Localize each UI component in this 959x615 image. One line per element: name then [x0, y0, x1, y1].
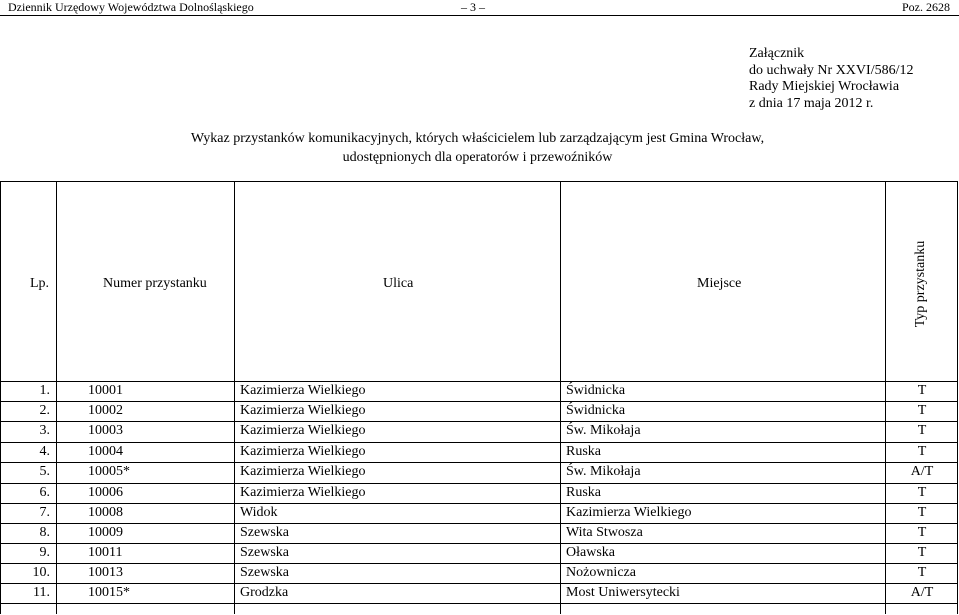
stops-table — [0, 181, 958, 614]
column-header-numer: Numer przystanku — [103, 276, 207, 291]
attachment-line-3: Rady Miejskiej Wrocławia — [749, 79, 900, 94]
cell-miejsce: Św. Mikołaja — [566, 464, 641, 479]
document-title — [0, 129, 959, 167]
cell-miejsce: Świdnicka — [566, 383, 626, 398]
cell-numer: 10001 — [88, 383, 123, 398]
cell-typ: T — [917, 403, 927, 418]
cell-lp: 3. — [39, 423, 50, 438]
attachment-line-4: z dnia 17 maja 2012 r. — [749, 95, 874, 111]
cell-ulica: Grodzka — [240, 585, 289, 600]
cell-miejsce: Nożownicza — [566, 565, 636, 580]
cell-miejsce: Ruska — [566, 444, 601, 459]
column-header-miejsce: Miejsce — [697, 276, 742, 291]
cell-miejsce: Most Uniwersytecki — [566, 585, 680, 600]
row-line — [0, 483, 958, 484]
cell-typ: T — [917, 485, 927, 500]
column-divider — [56, 181, 57, 614]
running-header — [0, 0, 959, 14]
cell-typ: A/T — [910, 464, 934, 479]
row-line — [0, 603, 958, 604]
table-border-top — [0, 181, 958, 182]
cell-ulica: Kazimierza Wielkiego — [240, 464, 366, 479]
cell-ulica: Kazimierza Wielkiego — [240, 485, 366, 500]
column-header-typ: Typ przystanku — [913, 240, 928, 328]
cell-typ: T — [917, 545, 927, 560]
row-line — [0, 503, 958, 504]
row-line — [0, 583, 958, 584]
cell-lp: 5. — [39, 464, 50, 479]
cell-numer: 10003 — [88, 423, 123, 438]
cell-numer: 10006 — [88, 485, 123, 500]
row-line — [0, 462, 958, 463]
cell-ulica: Kazimierza Wielkiego — [240, 423, 366, 438]
cell-lp: 6. — [39, 485, 50, 500]
cell-numer: 10002 — [88, 403, 123, 418]
attachment-line-1: Załącznik — [749, 46, 805, 61]
row-line — [0, 523, 958, 524]
cell-numer: 10005* — [88, 464, 130, 479]
position-number: Poz. 2628 — [902, 0, 950, 14]
attachment-line-2: do uchwały Nr XXVI/586/12 — [749, 62, 914, 78]
cell-lp: 1. — [39, 383, 50, 398]
cell-ulica: Szewska — [240, 525, 289, 540]
row-line — [0, 543, 958, 544]
cell-miejsce: Świdnicka — [566, 403, 626, 418]
row-line — [0, 421, 958, 422]
cell-ulica: Kazimierza Wielkiego — [240, 444, 366, 459]
cell-typ: T — [917, 505, 927, 520]
cell-lp: 8. — [39, 525, 50, 540]
cell-miejsce: Wita Stwosza — [566, 525, 643, 540]
cell-typ: A/T — [910, 585, 934, 600]
column-header-lp: Lp. — [30, 276, 50, 291]
column-header-ulica: Ulica — [383, 276, 414, 291]
header-bottom-line — [0, 381, 958, 382]
cell-miejsce: Kazimierza Wielkiego — [566, 505, 692, 520]
attachment-note — [749, 46, 913, 112]
cell-lp: 7. — [39, 505, 50, 520]
cell-ulica: Szewska — [240, 545, 289, 560]
column-divider — [560, 181, 561, 614]
title-line-2: udostępnionych dla operatorów i przewoźników — [342, 150, 613, 165]
cell-miejsce: Ruska — [566, 485, 601, 500]
cell-numer: 10008 — [88, 505, 123, 520]
cell-ulica: Widok — [240, 505, 278, 520]
cell-ulica: Kazimierza Wielkiego — [240, 403, 366, 418]
cell-numer: 10009 — [88, 525, 123, 540]
cell-lp: 10. — [32, 565, 50, 580]
cell-lp: 2. — [39, 403, 50, 418]
cell-typ: T — [917, 565, 927, 580]
cell-ulica: Szewska — [240, 565, 289, 580]
cell-ulica: Kazimierza Wielkiego — [240, 383, 366, 398]
header-divider — [0, 15, 959, 16]
cell-typ: T — [917, 444, 927, 459]
cell-miejsce: Oławska — [566, 545, 615, 560]
journal-name: Dziennik Urzędowy Województwa Dolnośląskiego — [8, 0, 254, 14]
row-line — [0, 401, 958, 402]
cell-numer: 10015* — [88, 585, 130, 600]
column-divider — [234, 181, 235, 614]
cell-typ: T — [917, 383, 927, 398]
cell-lp: 9. — [39, 545, 50, 560]
cell-numer: 10011 — [88, 545, 123, 560]
page-number: – 3 – — [461, 0, 485, 14]
cell-typ: T — [917, 525, 927, 540]
row-line — [0, 563, 958, 564]
cell-lp: 4. — [39, 444, 50, 459]
cell-lp: 11. — [33, 585, 50, 600]
title-line-1: Wykaz przystanków komunikacyjnych, których właścicielem lub zarządzającym jest Gmina Wrocław, — [190, 131, 765, 146]
cell-miejsce: Św. Mikołaja — [566, 423, 641, 438]
cell-typ: T — [917, 423, 927, 438]
cell-numer: 10004 — [88, 444, 123, 459]
cell-numer: 10013 — [88, 565, 123, 580]
row-line — [0, 442, 958, 443]
